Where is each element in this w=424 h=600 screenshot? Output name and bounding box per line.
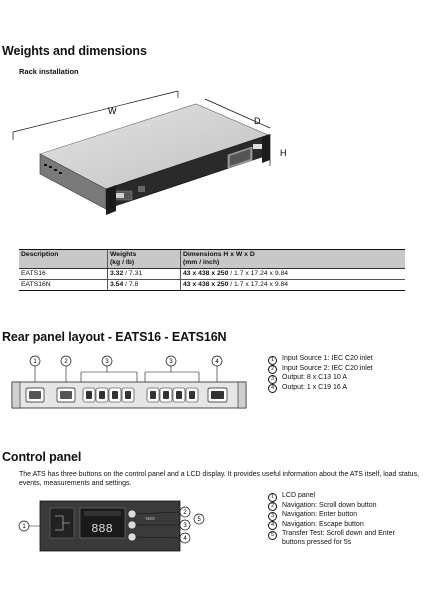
rear-panel-legend — [268, 355, 373, 393]
table-header-row — [19, 250, 405, 269]
list-item: 1 Input Source 1: IEC C20 inlet — [268, 355, 373, 365]
weights-title: Weights and dimensions — [2, 44, 147, 58]
list-item: 4 Navigation: Escape button — [268, 521, 418, 531]
dim-d-label: D — [254, 116, 261, 126]
header-weights: Weights (kg / lb) — [108, 250, 181, 269]
list-item: 2 Input Source 2: IEC C20 inlet — [268, 365, 373, 375]
enter-button[interactable] — [128, 521, 136, 529]
scroll-down-button[interactable] — [128, 510, 136, 518]
control-callout-1: 1 — [22, 524, 26, 530]
rear-panel-title: Rear panel layout - EATS16 - EATS16N — [2, 330, 227, 344]
control-panel-illustration — [0, 496, 260, 556]
table-row — [19, 269, 405, 280]
control-callout-4: 4 — [183, 536, 187, 542]
rear-callout-1: 1 — [33, 359, 37, 365]
cell-dimensions: 43 x 438 x 250 / 1.7 x 17.24 x 9.84 — [181, 280, 406, 291]
cell-weight: 3.32 / 7.31 — [108, 269, 181, 280]
control-panel-title: Control panel — [2, 450, 82, 464]
list-item: 1 LCD panel — [268, 492, 418, 502]
test-label: TEST — [145, 516, 156, 521]
list-item: 5 Transfer Test: Scroll down and Enter buttons pressed for 5s — [268, 530, 418, 547]
rack-unit-illustration — [0, 80, 424, 240]
control-callout-3: 3 — [183, 523, 187, 529]
cell-description: EATS16 — [19, 269, 108, 280]
list-item: 3 Output: 8 x C13 10 A — [268, 374, 373, 384]
rear-panel-illustration — [0, 350, 260, 412]
dim-h-label: H — [280, 148, 287, 158]
dim-w-label: W — [108, 106, 117, 116]
rack-installation-subtitle: Rack installation — [19, 67, 79, 76]
list-item: 2 Navigation: Scroll down button — [268, 502, 418, 512]
rear-callout-3b: 3 — [169, 359, 173, 365]
control-callout-2: 2 — [183, 510, 187, 516]
rear-callout-3a: 3 — [105, 359, 109, 365]
weights-dimensions-table — [19, 249, 405, 291]
header-dimensions: Dimensions H x W x D (mm / inch) — [181, 250, 406, 269]
cell-description: EATS16N — [19, 280, 108, 291]
control-callout-5: 5 — [197, 517, 201, 523]
rear-callout-4: 4 — [215, 359, 219, 365]
cell-weight: 3.54 / 7.8 — [108, 280, 181, 291]
header-description: Description — [19, 250, 108, 269]
escape-button[interactable] — [128, 533, 136, 541]
list-item: 4 Output: 1 x C19 16 A — [268, 384, 373, 394]
cell-dimensions: 43 x 438 x 250 / 1.7 x 17.24 x 9.84 — [181, 269, 406, 280]
lcd-digits: 888 — [91, 522, 113, 536]
control-panel-description: The ATS has three buttons on the control panel and a LCD display. It provides useful information about the ATS itself, load status, events, measurements and settings. — [19, 471, 420, 487]
table-row — [19, 280, 405, 291]
rear-callout-2: 2 — [64, 359, 68, 365]
list-item: 3 Navigation: Enter button — [268, 511, 418, 521]
control-panel-legend — [268, 492, 418, 547]
